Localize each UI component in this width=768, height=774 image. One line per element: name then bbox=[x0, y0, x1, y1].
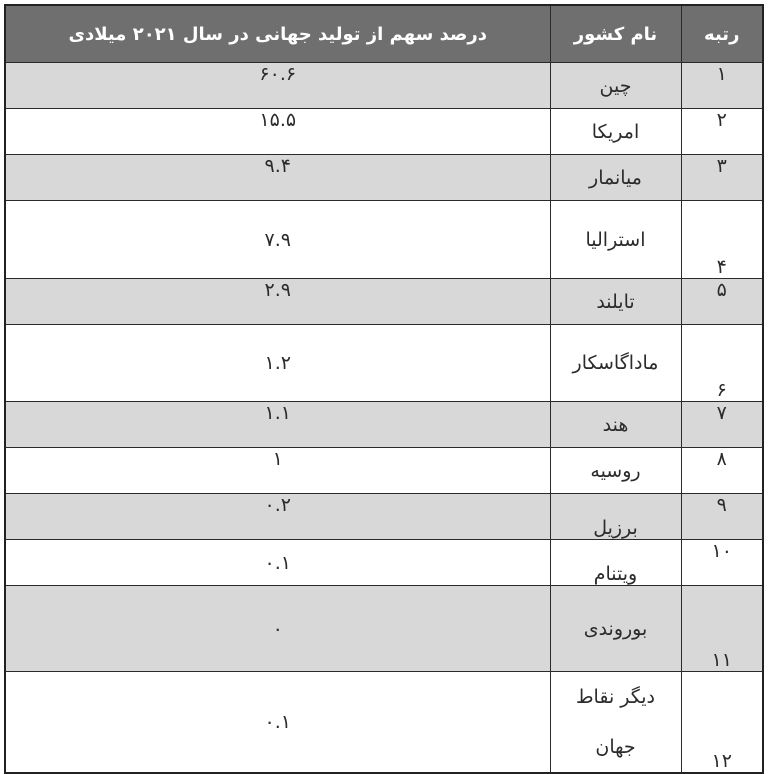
country-cell: بوروندی bbox=[550, 586, 681, 672]
table-row bbox=[5, 672, 763, 774]
rank-cell: ۷ bbox=[681, 402, 763, 448]
country-cell-text bbox=[576, 672, 655, 772]
country-cell: میانمار bbox=[550, 155, 681, 201]
share-cell: ۲.۹ bbox=[5, 279, 550, 325]
rank-cell: ۸ bbox=[681, 448, 763, 494]
country-cell: چین bbox=[550, 63, 681, 109]
share-cell: ۰.۲ bbox=[5, 494, 550, 540]
table-row bbox=[5, 448, 763, 494]
share-cell: ۷.۹ bbox=[5, 201, 550, 279]
country-cell: تایلند bbox=[550, 279, 681, 325]
rank-cell: ۳ bbox=[681, 155, 763, 201]
country-cell: ماداگاسکار bbox=[550, 325, 681, 402]
table-row bbox=[5, 279, 763, 325]
share-cell: ۱ bbox=[5, 448, 550, 494]
header-share: درصد سهم از تولید جهانی در سال ۲۰۲۱ میلادی bbox=[5, 5, 550, 63]
country-cell: هند bbox=[550, 402, 681, 448]
country-cell bbox=[550, 672, 681, 774]
table-row bbox=[5, 540, 763, 586]
rank-cell: ۴ bbox=[681, 201, 763, 279]
share-cell: ۱.۲ bbox=[5, 325, 550, 402]
country-line-2: جهان bbox=[595, 736, 636, 758]
header-rank: رتبه bbox=[681, 5, 763, 63]
rare-earth-production-table bbox=[4, 4, 764, 774]
table-row bbox=[5, 155, 763, 201]
country-cell: ویتنام bbox=[550, 540, 681, 586]
rank-cell: ۶ bbox=[681, 325, 763, 402]
rank-cell: ۱ bbox=[681, 63, 763, 109]
table-row bbox=[5, 325, 763, 402]
share-cell: ۶۰.۶ bbox=[5, 63, 550, 109]
table-header-row bbox=[5, 5, 763, 63]
country-cell: روسیه bbox=[550, 448, 681, 494]
rank-cell: ۱۱ bbox=[681, 586, 763, 672]
share-cell: ۱۵.۵ bbox=[5, 109, 550, 155]
table-row bbox=[5, 201, 763, 279]
country-cell: برزیل bbox=[550, 494, 681, 540]
share-cell: ۰.۱ bbox=[5, 540, 550, 586]
table-row bbox=[5, 586, 763, 672]
table-row bbox=[5, 63, 763, 109]
table-row bbox=[5, 109, 763, 155]
rank-cell: ۱۰ bbox=[681, 540, 763, 586]
country-line-1: دیگر نقاط bbox=[575, 686, 656, 708]
header-country: نام کشور bbox=[550, 5, 681, 63]
rank-cell: ۹ bbox=[681, 494, 763, 540]
rank-cell: ۲ bbox=[681, 109, 763, 155]
share-cell: ۰ bbox=[5, 586, 550, 672]
table-row bbox=[5, 494, 763, 540]
share-cell: ۹.۴ bbox=[5, 155, 550, 201]
country-cell: امریکا bbox=[550, 109, 681, 155]
rank-cell: ۵ bbox=[681, 279, 763, 325]
table-row bbox=[5, 402, 763, 448]
share-cell: ۰.۱ bbox=[5, 672, 550, 774]
rank-cell: ۱۲ bbox=[681, 672, 763, 774]
country-cell: استرالیا bbox=[550, 201, 681, 279]
share-cell: ۱.۱ bbox=[5, 402, 550, 448]
